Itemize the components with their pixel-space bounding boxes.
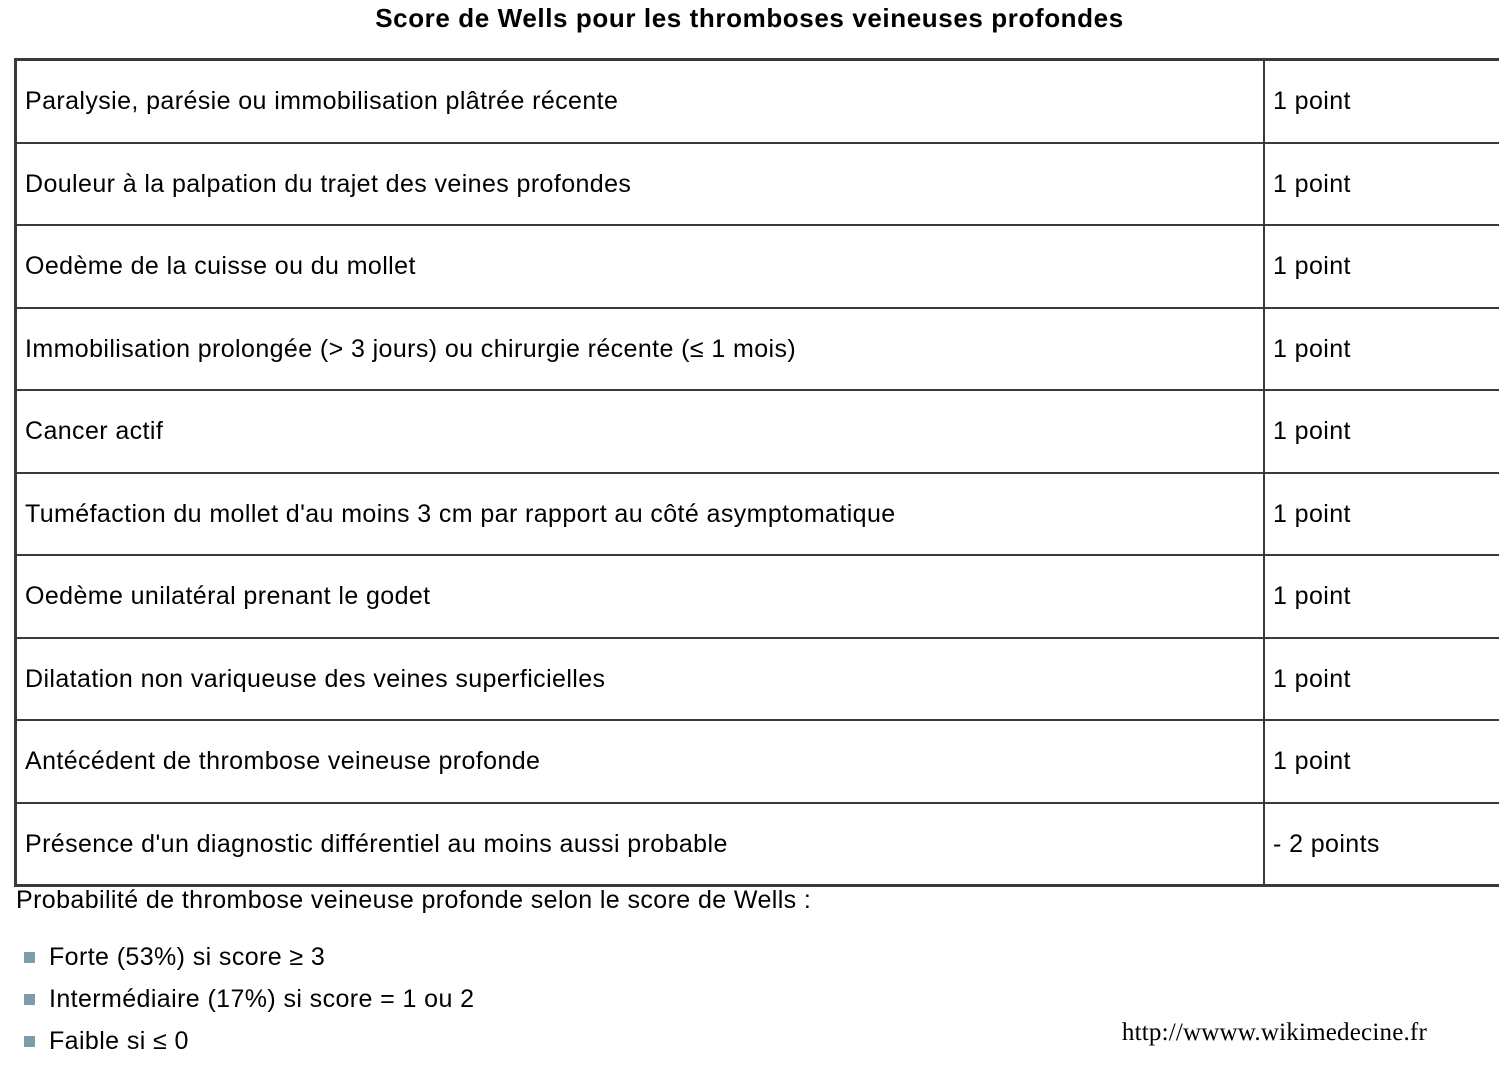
table-body — [16, 60, 1499, 886]
list-item — [24, 936, 474, 978]
table-row — [16, 143, 1499, 226]
criterion-cell: Paralysie, parésie ou immobilisation plâtrée récente — [16, 60, 1265, 143]
table-row — [16, 803, 1499, 886]
list-item — [24, 978, 474, 1020]
table-row — [16, 225, 1499, 308]
criterion-cell: Antécédent de thrombose veineuse profonde — [16, 720, 1265, 803]
points-cell: 1 point — [1264, 720, 1499, 803]
points-cell: 1 point — [1264, 638, 1499, 721]
criterion-cell: Présence d'un diagnostic différentiel au moins aussi probable — [16, 803, 1265, 886]
list-item — [24, 1020, 474, 1062]
points-cell: 1 point — [1264, 143, 1499, 226]
criterion-cell: Douleur à la palpation du trajet des veines profondes — [16, 143, 1265, 226]
table-row — [16, 638, 1499, 721]
criterion-cell: Immobilisation prolongée (> 3 jours) ou chirurgie récente (≤ 1 mois) — [16, 308, 1265, 391]
page-title: Score de Wells pour les thromboses veineuses profondes — [375, 3, 1124, 33]
points-cell: 1 point — [1264, 555, 1499, 638]
probability-list — [24, 936, 474, 1062]
square-bullet-icon — [24, 994, 35, 1005]
points-cell: - 2 points — [1264, 803, 1499, 886]
points-cell: 1 point — [1264, 473, 1499, 556]
criterion-cell: Oedème de la cuisse ou du mollet — [16, 225, 1265, 308]
table-row — [16, 60, 1499, 143]
table-row — [16, 720, 1499, 803]
source-url: http://wwww.wikimedecine.fr — [1121, 1019, 1427, 1046]
criterion-cell: Cancer actif — [16, 390, 1265, 473]
list-item-label: Faible si ≤ 0 — [49, 1026, 189, 1055]
table-row — [16, 555, 1499, 638]
points-cell: 1 point — [1264, 390, 1499, 473]
list-item-label: Intermédiaire (17%) si score = 1 ou 2 — [49, 984, 475, 1013]
probability-intro: Probabilité de thrombose veineuse profonde selon le score de Wells : — [16, 886, 812, 914]
square-bullet-icon — [24, 952, 35, 963]
table-row — [16, 390, 1499, 473]
points-cell: 1 point — [1264, 308, 1499, 391]
wells-score-table — [14, 58, 1499, 887]
points-cell: 1 point — [1264, 60, 1499, 143]
criterion-cell: Tuméfaction du mollet d'au moins 3 cm par rapport au côté asymptomatique — [16, 473, 1265, 556]
table-row — [16, 473, 1499, 556]
criterion-cell: Oedème unilatéral prenant le godet — [16, 555, 1265, 638]
points-cell: 1 point — [1264, 225, 1499, 308]
criterion-cell: Dilatation non variqueuse des veines superficielles — [16, 638, 1265, 721]
square-bullet-icon — [24, 1036, 35, 1047]
table-row — [16, 308, 1499, 391]
list-item-label: Forte (53%) si score ≥ 3 — [49, 942, 326, 971]
